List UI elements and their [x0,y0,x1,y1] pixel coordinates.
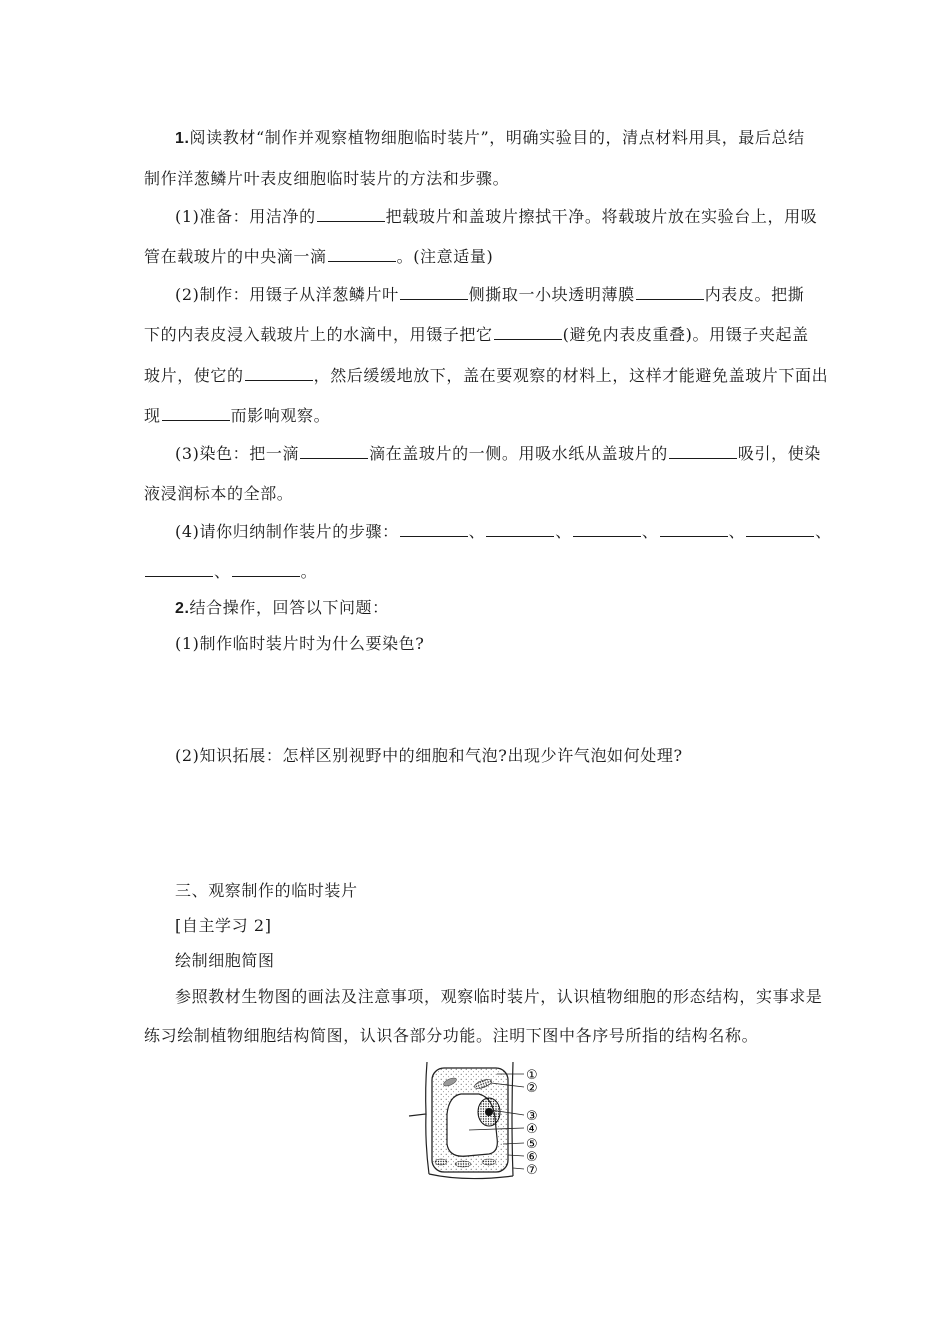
chloroplast [455,1161,471,1167]
q1-part2-line-3 [144,366,828,386]
q1-part2-text-5: ，然后缓缓地放下，盖在要观察的材料上，这样才能避免盖玻片下面出 [313,366,829,385]
q1-part2-text-4: 玻片，使它的 [144,366,244,385]
q1-part3-line-1 [175,444,821,464]
label-5: ⑤ [526,1137,538,1152]
q1-part1-note: 。(注意适量) [396,247,494,266]
q1-part2-text-6: 现 [144,406,161,425]
neighbor-cell-wall [409,1062,427,1116]
q1-part3-line-2: 液浸润标本的全部。 [144,484,294,503]
label-6: ⑥ [526,1150,538,1165]
q1-part1-line-1 [175,207,817,227]
section3-body-line-1: 参照教材生物图的画法及注意事项，观察临时装片，认识植物细胞的形态结构，实事求是 [175,987,823,1006]
q1-intro-line-1 [175,128,805,149]
q1-part1-text-2: 管在载玻片的中央滴一滴 [144,247,327,266]
separator: 、 [214,562,231,581]
q1-part2-line-2 [144,325,809,345]
leader-line [513,1168,524,1169]
leader-line [508,1155,524,1156]
blank-step-1[interactable] [400,522,468,537]
q1-part2-label: (2)制作：用镊子从洋葱鳞片叶 [175,285,399,304]
blank-stain[interactable] [300,444,368,459]
q1-number: 1. [175,130,190,147]
q1-part2-text-3: (避免内表皮重叠)。用镊子夹起盖 [562,325,809,344]
q1-part2-text-2: 下的内表皮浸入载玻片上的水滴中，用镊子把它 [144,325,493,344]
q1-part4-label: (4)请你归纳制作装片的步骤： [175,522,399,541]
blank-membrane[interactable] [636,285,704,300]
separator: 、 [815,522,832,541]
q1-part1-label: (1)准备：用洁净的 [175,207,316,226]
q2-intro-text: 结合操作，回答以下问题： [189,598,389,617]
section3-title: 三、观察制作的临时装片 [175,881,358,900]
label-1: ① [526,1068,538,1083]
chloroplast [482,1159,496,1165]
q2-part1: (1)制作临时装片时为什么要染色? [175,634,425,653]
label-7: ⑦ [526,1163,538,1178]
q1-part1-text: 把载玻片和盖玻片擦拭干净。将载玻片放在实验台上，用吸 [385,207,818,226]
period: 。 [300,562,318,581]
separator: 、 [555,522,572,541]
separator: 、 [468,522,486,541]
q2-intro-line [175,598,389,619]
q1-part3-text-b: 吸引，使染 [737,444,821,463]
blank-bubbles[interactable] [162,406,230,421]
blank-water-drop[interactable] [328,247,396,262]
q1-intro-line-2: 制作洋葱鳞片叶表皮细胞临时装片的方法和步骤。 [144,169,510,188]
blank-clean-cloth[interactable] [317,207,385,222]
blank-spread[interactable] [494,325,562,340]
q1-part2-line-4 [144,406,330,426]
q1-part2-text: 侧撕取一小块透明薄膜 [468,285,635,304]
neighbor-cell-wall [426,1114,429,1174]
q1-part4-line-2 [144,562,317,582]
neighbor-cell-wall [429,1174,513,1179]
nucleolus [485,1108,493,1116]
section3-tag: [自主学习 2] [175,916,272,935]
q1-part3-label: (3)染色：把一滴 [175,444,300,463]
neighbor-cell-wall [512,1062,513,1176]
label-3: ③ [526,1109,538,1124]
separator: 、 [728,522,746,541]
label-4: ④ [526,1122,538,1137]
label-2: ② [526,1081,538,1096]
q1-part2-line-1 [175,285,804,305]
section3-body-line-2: 练习绘制植物细胞结构简图，认识各部分功能。注明下图中各序号所指的结构名称。 [144,1026,759,1045]
blank-step-5[interactable] [746,522,814,537]
blank-step-7[interactable] [232,562,300,577]
blank-step-2[interactable] [486,522,554,537]
q1-part2-text-7: 而影响观察。 [230,406,331,425]
chloroplast [435,1159,447,1165]
q1-intro-text: 阅读教材“制作并观察植物细胞临时装片”，明确实验目的，清点材料用具，最后总结 [189,128,805,147]
q1-part1-line-2 [144,247,493,267]
separator: 、 [641,522,659,541]
blank-other-side[interactable] [669,444,737,459]
blank-coverslip-side[interactable] [245,366,313,381]
blank-step-3[interactable] [573,522,641,537]
q2-number: 2. [175,600,190,617]
q1-part3-text: 滴在盖玻片的一侧。用吸水纸从盖玻片的 [369,444,668,463]
q1-part4-line-1 [175,522,832,542]
plant-cell-figure [405,1058,555,1188]
blank-leaf-side[interactable] [400,285,468,300]
q2-part2: (2)知识拓展：怎样区别视野中的细胞和气泡?出现少许气泡如何处理? [175,746,683,765]
blank-step-6[interactable] [145,562,213,577]
blank-step-4[interactable] [660,522,728,537]
section3-subtitle: 绘制细胞简图 [175,951,275,970]
q1-part2-text-b: 内表皮。把撕 [704,285,805,304]
